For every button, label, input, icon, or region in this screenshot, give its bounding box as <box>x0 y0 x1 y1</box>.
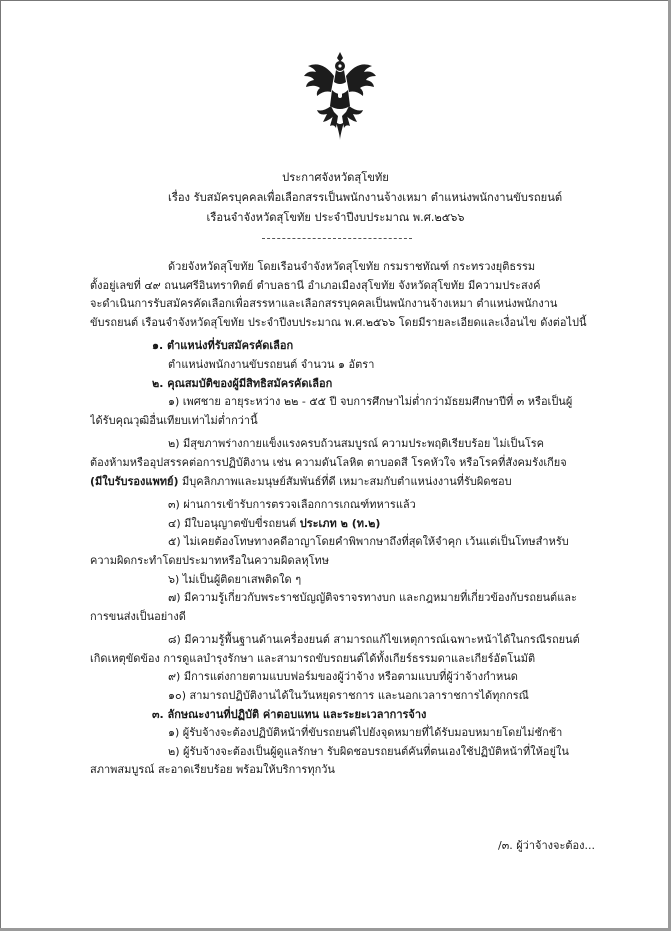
section1-heading: ๑. ตำแหน่งที่รับสมัครคัดเลือก <box>152 339 294 353</box>
qualification-item <box>90 515 620 534</box>
section1-detail: ตำแหน่งพนักงานขับรถยนต์ จำนวน ๑ อัตรา <box>168 357 375 371</box>
qualification-item: ๓) ผ่านการเข้ารับการตรวจเลือกการเกณฑ์ทหารแล้ว <box>168 498 416 512</box>
document-body <box>90 258 620 780</box>
medical-certificate-note: (มีใบรับรองแพทย์) <box>90 474 179 488</box>
qualification-item-cont: เกิดเหตุขัดข้อง การดูแลบำรุงรักษา และสามารถขับรถยนต์ได้ทั้งเกียร์ธรรมดาและเกียร์อัตโนมัติ <box>90 651 536 665</box>
qualification-item: ๗) มีความรู้เกี่ยวกับพระราชบัญญัติจราจรทางบก และกฎหมายที่เกี่ยวข้องกับรถยนต์และ <box>168 591 577 605</box>
section2-heading: ๒. คุณสมบัติของผู้มีสิทธิสมัครคัดเลือก <box>152 376 333 390</box>
qualification-item: ๙) มีการแต่งกายตามแบบฟอร์มของผู้ว่าจ้าง หรือตามแบบที่ผู้ว่าจ้างกำหนด <box>168 670 518 684</box>
garuda-emblem-icon <box>303 50 377 142</box>
continuation-note: /๓. ผู้ว่าจ้างจะต้อง... <box>498 839 595 852</box>
qualification-item: ๑) เพศชาย อายุระหว่าง ๒๒ - ๕๕ ปี จบการศึกษาไม่ต่ำกว่ามัธยมศึกษาปีที่ ๓ หรือเป็นผู้ <box>168 395 573 409</box>
qualification-item: ๕) ไม่เคยต้องโทษทางคดีอาญาโดยคำพิพากษาถึงที่สุดให้จำคุก เว้นแต่เป็นโทษสำหรับ <box>168 535 569 549</box>
qualification-item-cont <box>90 473 620 492</box>
qualification-item-cont: ความผิดกระทำโดยประมาทหรือในความผิดลหุโทษ <box>90 553 330 567</box>
announcement-title: ประกาศจังหวัดสุโขทัย <box>282 171 389 184</box>
license-text: ๔) มีใบอนุญาตขับขี่รถยนต์ <box>168 516 300 530</box>
license-type: ประเภท ๒ (ท.๒) <box>299 516 381 530</box>
title-separator <box>262 238 412 239</box>
announcement-subject: เรื่อง รับสมัครบุคคลเพื่อเลือกสรรเป็นพนักงานจ้างเหมา ตำแหน่งพนักงานขับรถยนต์ <box>168 191 563 204</box>
qualification-item-cont: ได้รับคุณวุฒิอื่นเทียบเท่าไม่ต่ำกว่านี้ <box>90 413 258 427</box>
qualification-item-cont: การขนส่งเป็นอย่างดี <box>90 609 186 623</box>
intro-line: ขับรถยนต์ เรือนจำจังหวัดสุโขทัย ประจำปีงบประมาณ พ.ศ.๒๕๖๖ โดยมีรายละเอียดและเงื่อนไข ดังต่อไปนี้ <box>90 315 587 329</box>
announcement-subject-line2: เรือนจำจังหวัดสุโขทัย ประจำปีงบประมาณ พ.ศ.๒๕๖๖ <box>206 211 465 224</box>
job-item: ๒) ผู้รับจ้างจะต้องเป็นผู้ดูแลรักษา รับผิดชอบรถยนต์คันที่ตนเองใช้ปฏิบัติหน้าที่ให้อยู่ใน <box>168 744 569 758</box>
qualification-item: ๑๐) สามารถปฏิบัติงานได้ในวันหยุดราชการ และนอกเวลาราชการได้ทุกกรณี <box>168 689 529 703</box>
section3-heading: ๓. ลักษณะงานที่ปฏิบัติ ค่าตอบแทน และระยะเวลาการจ้าง <box>152 707 427 721</box>
job-item: ๑) ผู้รับจ้างจะต้องปฏิบัติหน้าที่ขับรถยนต์ไปยังจุดหมายที่ได้รับมอบหมายโดยไม่ชักช้า <box>168 726 563 740</box>
qualification-item: ๖) ไม่เป็นผู้ติดยาเสพติดใด ๆ <box>168 572 302 586</box>
intro-line: ตั้งอยู่เลขที่ ๔๙ ถนนศรีอินทราทิตย์ ตำบลธานี อำเภอเมืองสุโขทัย จังหวัดสุโขทัย มีความประสงค์ <box>90 278 541 292</box>
qualification-item-cont: ต้องห้ามหรืออุปสรรคต่อการปฏิบัติงาน เช่น ความดันโลหิต ตาบอดสี โรคหัวใจ หรือโรคที่สังคมรังเกียจ <box>90 455 567 469</box>
qualification-item: ๒) มีสุขภาพร่างกายแข็งแรงครบถ้วนสมบูรณ์ ความประพฤติเรียบร้อย ไม่เป็นโรค <box>168 437 545 451</box>
job-item-cont: สภาพสมบูรณ์ สะอาดเรียบร้อย พร้อมให้บริการทุกวัน <box>90 763 335 777</box>
qualification-item-cont-rest: มีบุคลิกภาพและมนุษย์สัมพันธ์ที่ดี เหมาะสมกับตำแหน่งงานที่รับผิดชอบ <box>178 474 512 488</box>
intro-line: จะดำเนินการรับสมัครคัดเลือกเพื่อสรรหาและเลือกสรรบุคคลเป็นพนักงานจ้างเหมา ตำแหน่งพนักงาน <box>90 297 558 311</box>
qualification-item: ๘) มีความรู้พื้นฐานด้านเครื่องยนต์ สามารถแก้ไขเหตุการณ์เฉพาะหน้าได้ในกรณีรถยนต์ <box>168 633 580 647</box>
intro-line: ด้วยจังหวัดสุโขทัย โดยเรือนจำจังหวัดสุโขทัย กรมราชทัณฑ์ กระทรวงยุติธรรม <box>168 260 536 273</box>
